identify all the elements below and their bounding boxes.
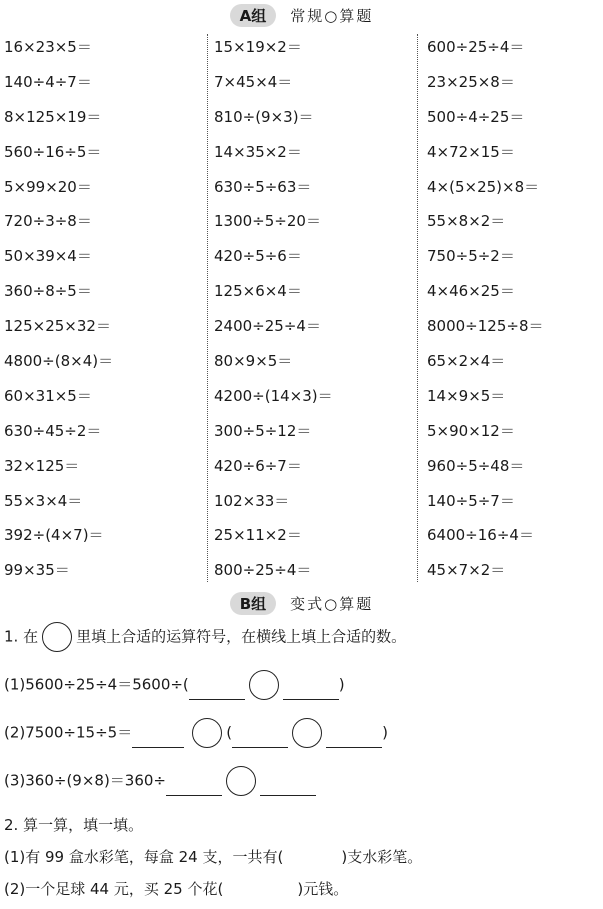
problem: 125×6×4＝ — [214, 282, 302, 301]
problem: 960÷5÷48＝ — [427, 456, 525, 475]
question-1-instruction — [4, 622, 406, 652]
problem: 5×90×12＝ — [427, 421, 515, 440]
problem: 50×39×4＝ — [4, 247, 92, 266]
operator-circle-icon[interactable] — [226, 766, 256, 796]
equation-right: ) — [382, 723, 388, 742]
operator-circle-icon[interactable] — [249, 670, 279, 700]
group-b-header — [0, 590, 603, 616]
problem: 810÷(9×3)＝ — [214, 107, 314, 126]
problem: 99×35＝ — [4, 561, 70, 580]
problem: 4200÷(14×3)＝ — [214, 386, 333, 405]
problem: 720÷3÷8＝ — [4, 212, 92, 231]
problem: 630÷45÷2＝ — [4, 421, 102, 440]
problem: 630÷5÷63＝ — [214, 177, 312, 196]
problem: 102×33＝ — [214, 491, 290, 510]
problem: 60×31×5＝ — [4, 386, 92, 405]
problem: 5×99×20＝ — [4, 177, 92, 196]
operator-circle-icon[interactable] — [292, 718, 322, 748]
problem: 14×9×5＝ — [427, 386, 506, 405]
problem: 65×2×4＝ — [427, 352, 506, 371]
problem: 80×9×5＝ — [214, 352, 293, 371]
group-a-header — [0, 2, 603, 28]
problem: 45×7×2＝ — [427, 561, 506, 580]
equation-right: ) — [338, 675, 345, 694]
problem: 55×3×4＝ — [4, 491, 83, 510]
answer-blank[interactable] — [260, 779, 316, 796]
problem: 4×(5×25)×8＝ — [427, 177, 540, 196]
sentence-left: (1)有 99 盒水彩笔，每盒 24 支，一共有( — [4, 848, 284, 866]
problem: 4×46×25＝ — [427, 282, 515, 301]
problem: 8×125×19＝ — [4, 107, 102, 126]
problem: 140÷4÷7＝ — [4, 72, 92, 91]
problem: 125×25×32＝ — [4, 317, 111, 336]
question-2-part-1 — [4, 846, 422, 867]
problem-column-2 — [214, 30, 404, 588]
problem-column-1 — [4, 30, 194, 588]
group-b-badge: B组 — [230, 592, 276, 615]
problem: 500÷4÷25＝ — [427, 107, 525, 126]
problem: 600÷25÷4＝ — [427, 38, 525, 56]
problem: 6400÷16÷4＝ — [427, 526, 534, 545]
answer-blank[interactable] — [232, 731, 288, 748]
problem: 25×11×2＝ — [214, 526, 302, 545]
problem: 392÷(4×7)＝ — [4, 526, 104, 545]
problem: 560÷16÷5＝ — [4, 142, 102, 161]
question-1-text: 里填上合适的运算符号，在横线上填上合适的数。 — [76, 627, 407, 646]
question-number: 1. — [4, 627, 19, 646]
problem: 7×45×4＝ — [214, 72, 293, 91]
problem: 32×125＝ — [4, 456, 80, 475]
problem: 8000÷125÷8＝ — [427, 317, 544, 336]
question-1-part-2 — [4, 718, 388, 748]
problem: 420÷6÷7＝ — [214, 456, 302, 475]
answer-blank[interactable] — [283, 683, 339, 700]
column-divider — [207, 34, 208, 582]
problem: 1300÷5÷20＝ — [214, 212, 321, 231]
problem: 140÷5÷7＝ — [427, 491, 515, 510]
problem: 16×23×5＝ — [4, 38, 92, 56]
question-2-part-2 — [4, 878, 348, 899]
sentence-left: (2)一个足球 44 元，买 25 个花( — [4, 880, 224, 898]
equation-left: (3)360÷(9×8)＝360÷ — [4, 771, 167, 790]
problem: 2400÷25÷4＝ — [214, 317, 321, 336]
answer-blank[interactable] — [132, 731, 184, 748]
equation-left: (2)7500÷15÷5＝ — [4, 723, 133, 742]
equation-left: (1)5600÷25÷4＝5600÷( — [4, 675, 189, 694]
group-a-title: 常规○算题 — [290, 6, 374, 25]
column-divider — [417, 34, 418, 582]
problem: 420÷5÷6＝ — [214, 247, 302, 266]
question-2-title: 2. 算一算，填一填。 — [4, 816, 144, 834]
problem: 14×35×2＝ — [214, 142, 302, 161]
question-1-part-3 — [4, 766, 316, 796]
problem: 750÷5÷2＝ — [427, 247, 515, 266]
operator-circle-icon — [42, 622, 72, 652]
problem: 23×25×8＝ — [427, 72, 515, 91]
sentence-right: )元钱。 — [297, 880, 349, 898]
question-1-part-1 — [4, 670, 345, 700]
problem: 360÷8÷5＝ — [4, 282, 92, 301]
answer-blank[interactable] — [189, 683, 245, 700]
problem: 4×72×15＝ — [427, 142, 515, 161]
problem: 15×19×2＝ — [214, 38, 302, 56]
problem: 300÷5÷12＝ — [214, 421, 312, 440]
equation-paren: ( — [226, 723, 233, 742]
problem: 55×8×2＝ — [427, 212, 506, 231]
question-prefix: 在 — [23, 627, 39, 646]
answer-blank[interactable] — [166, 779, 222, 796]
problem: 4800÷(8×4)＝ — [4, 352, 114, 371]
operator-circle-icon[interactable] — [192, 718, 222, 748]
problem-column-3 — [427, 30, 603, 588]
sentence-right: )支水彩笔。 — [341, 848, 423, 866]
group-a-badge: A组 — [230, 4, 277, 27]
problem: 800÷25÷4＝ — [214, 561, 312, 580]
group-b-title: 变式○算题 — [290, 594, 374, 613]
answer-blank[interactable] — [326, 731, 382, 748]
